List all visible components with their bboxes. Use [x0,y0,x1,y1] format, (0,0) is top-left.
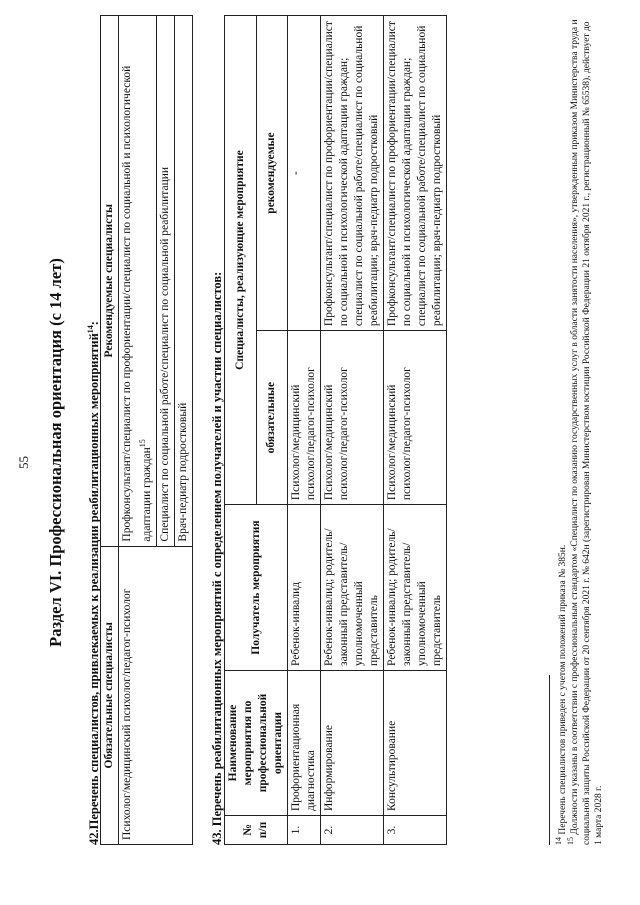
recommended-specialist-2: Специалист по социальной работе/специалист по социальной реабилитации [156,16,174,547]
section-42-heading-colon: : [87,321,102,326]
table-row [288,16,321,845]
page-number: 55 [16,456,31,469]
footnote-separator [549,675,550,845]
measure-name: Информирование [321,670,384,815]
row-number: 2. [321,816,384,845]
header-recommended: рекомендуемые [256,16,288,331]
measure-recipient: Ребенок-инвалид; родитель/законный представитель/уполномоченный представитель [321,505,384,671]
section-42-heading-text: 42.Перечень специалистов, привлекаемых к реализации реабилитационных мероприятий [87,333,102,845]
mandatory-specialists: Психолог/медицинский психолог/педагог-психолог [288,331,321,505]
table-row [119,16,157,845]
footnote-15-mark: 15 [566,837,575,845]
section-title: Раздел VI. Профессиональная ориентация (с 14 лет) [46,258,65,647]
header-number: № п/п [225,816,288,845]
table-header-row [101,16,119,845]
recommended-specialists: Профконсультант/специалист по профориентации/специалист по социальной и психологической адаптации граждан; специалист по социальной работе/специалист по социальной реабилитации; врач-педиатр подростковый [321,16,384,331]
measure-recipient: Ребенок-инвалид [288,505,321,671]
table-row [384,16,447,845]
header-specialists: Специалисты, реализующие мероприятие [225,16,257,505]
row-number: 1. [288,816,321,845]
mandatory-specialists: Психолог/медицинский психолог/педагог-психолог [321,331,384,505]
row-number: 3. [384,816,447,845]
footnote-15-text: Должности указаны в соответствии с профессиональным стандартом «Специалист по оказанию государственных услуг в области занятости населения», утвержденным приказом Министерства труда и социальной защиты Российской Федерации от 20 сентября 2021 г. № 642н (зарегистрирован Министерством юстиции Российской Федерации 21 октября 2021 г., регистрационный № 65538), действует до 1 марта 2028 г. [570,19,605,845]
header-measure-name: Наименование мероприятия по профессиональной ориентации [225,670,288,815]
measure-recipient: Ребенок-инвалид; родитель/законный представитель/уполномоченный представитель [384,505,447,671]
table-row [321,16,384,845]
recommended-specialist-1 [119,16,157,547]
recommended-specialists: - [288,16,321,331]
measure-name: Консультирование [384,670,447,815]
section-43-heading: 43. Перечень реабилитационных мероприятий с определением получателей и участии специалистов: [210,271,224,845]
header-mandatory: обязательные [256,331,288,505]
footnote-ref-14: 14 [86,325,95,334]
footnote-14-mark: 14 [554,837,563,845]
recommended-specialist-3: Врач-педиатр подростковый [174,16,192,547]
mandatory-specialists-cell: Психолог/медицинский психолог/педагог-психолог [119,546,193,844]
footnote-ref-15: 15 [138,439,147,448]
mandatory-specialists: Психолог/медицинский психолог/педагог-психолог [384,331,447,505]
recommended-specialists: Профконсультант/специалист по профориентации/специалист по социальной и психологической адаптации граждан; специалист по социальной работе/специалист по социальной реабилитации; врач-педиатр подростковый [384,16,447,331]
header-mandatory-specialists: Обязательные специалисты [101,546,119,844]
recommended-specialist-1-text: Профконсультант/специалист по профориентации/специалист по социальной и психологической адаптации граждан [121,65,153,542]
measure-name: Профориентационная диагностика [288,670,321,815]
footnote-15 [565,15,605,845]
header-recommended-specialists: Рекомендуемые специалисты [101,16,119,547]
measures-table [224,15,447,845]
table-header-row [225,16,257,845]
specialists-table [100,15,193,845]
footnote-14-text: Перечень специалистов приведен с учетом положений приказа № 385н. [558,544,569,835]
header-recipient: Получатель мероприятия [225,505,288,671]
